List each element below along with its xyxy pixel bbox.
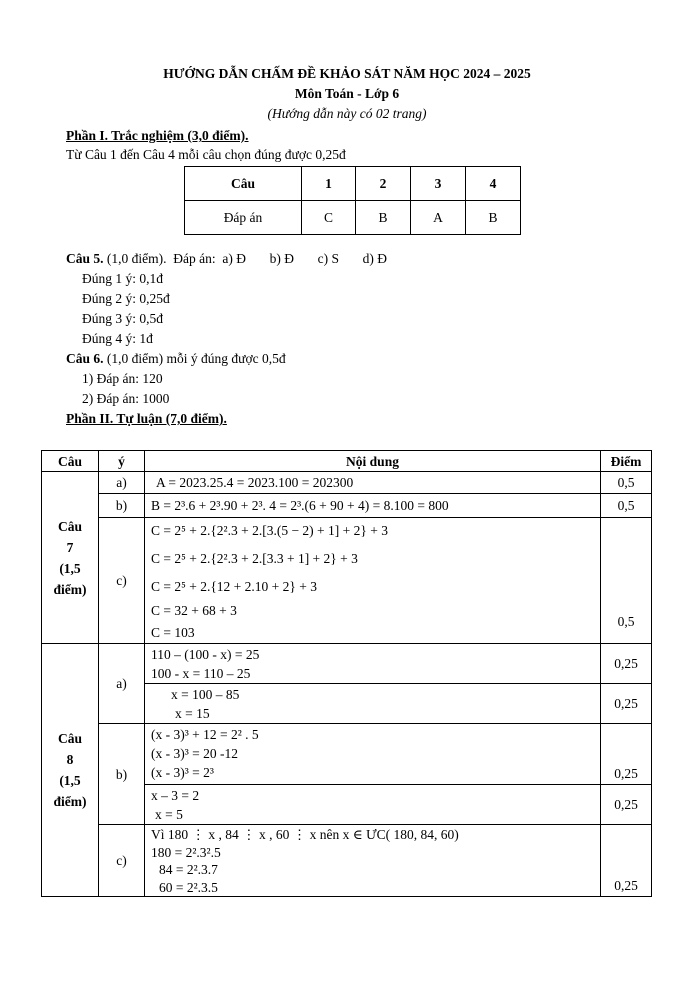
part1-heading: Phần I. Trắc nghiệm (3,0 điểm). xyxy=(66,128,249,143)
q6-answer-line: 1) Đáp án: 120 xyxy=(82,371,163,386)
col-header-score: Điểm xyxy=(601,451,652,472)
q8-label: Câu 8 (1,5 điểm) xyxy=(42,644,99,897)
q8a-score-1: 0,25 xyxy=(601,644,652,684)
answer-cell: Đáp án xyxy=(185,201,302,235)
answer-cell: B xyxy=(466,201,521,235)
q6-text: (1,0 điểm) mỗi ý đúng được 0,5đ xyxy=(103,351,286,366)
q8a-content-1: 110 – (100 - x) = 25 100 - x = 110 – 25 xyxy=(145,644,601,684)
q8a-score-2: 0,25 xyxy=(601,684,652,724)
q7b-part: b) xyxy=(99,494,145,518)
answer-header-cell: Câu xyxy=(185,167,302,201)
q7c-part: c) xyxy=(99,518,145,644)
q8c-part: c) xyxy=(99,825,145,897)
q7c-content: C = 2⁵ + 2.{2².3 + 2.[3.(5 − 2) + 1] + 2} + 3 C = 2⁵ + 2.{2².3 + 2.[3.3 + 1] + 2} + 3 C = 2⁵ + 2.{12 + 2.10 + 2} + 3 C = 32 + 68 + 3 C = 103 xyxy=(145,518,601,644)
answer-header-cell: 1 xyxy=(302,167,356,201)
answer-header-cell: 3 xyxy=(411,167,466,201)
table-row xyxy=(42,724,652,785)
q5-label: Câu 5. xyxy=(66,251,104,266)
table-row xyxy=(42,494,652,518)
answer-cell: B xyxy=(356,201,411,235)
q5-score-line: Đúng 4 ý: 1đ xyxy=(82,331,153,346)
q8c-content: Vì 180 ⋮ x , 84 ⋮ x , 60 ⋮ x nên x ∈ ƯC( 180, 84, 60) 180 = 2².3².5 84 = 2².3.7 60 = 2².3.5 xyxy=(145,825,601,897)
doc-subject: Môn Toán - Lớp 6 xyxy=(294,86,400,101)
q6-label: Câu 6. xyxy=(66,351,104,366)
part2-heading: Phần II. Tự luận (7,0 điểm). xyxy=(66,411,227,426)
col-header-question: Câu xyxy=(42,451,99,472)
q8b-score-2: 0,25 xyxy=(601,785,652,825)
q7a-part: a) xyxy=(99,472,145,494)
q7c-score: 0,5 xyxy=(601,518,652,644)
table-row xyxy=(42,472,652,494)
table-row xyxy=(42,825,652,897)
answer-table xyxy=(184,166,521,235)
doc-note: (Hướng dẫn này có 02 trang) xyxy=(267,106,427,121)
essay-table-header xyxy=(42,451,652,472)
answer-header-cell: 2 xyxy=(356,167,411,201)
q5-text: (1,0 điểm). Đáp án: a) Đ b) Đ c) S d) Đ xyxy=(103,251,387,266)
q7b-score: 0,5 xyxy=(601,494,652,518)
q5-line xyxy=(66,251,387,267)
answer-header-cell: 4 xyxy=(466,167,521,201)
q6-line xyxy=(66,351,286,367)
q5-score-line: Đúng 1 ý: 0,1đ xyxy=(82,271,163,286)
answer-cell: A xyxy=(411,201,466,235)
q8a-part: a) xyxy=(99,644,145,724)
q7a-score: 0,5 xyxy=(601,472,652,494)
answer-cell: C xyxy=(302,201,356,235)
q8a-content-2: x = 100 – 85 x = 15 xyxy=(145,684,601,724)
q7a-content: A = 2023.25.4 = 2023.100 = 202300 xyxy=(145,472,601,494)
q5-score-line: Đúng 2 ý: 0,25đ xyxy=(82,291,170,306)
q8b-score-1: 0,25 xyxy=(601,724,652,785)
table-row xyxy=(42,518,652,644)
table-row xyxy=(42,644,652,684)
q8c-score: 0,25 xyxy=(601,825,652,897)
q7-label: Câu 7 (1,5 điểm) xyxy=(42,472,99,644)
col-header-part: ý xyxy=(99,451,145,472)
q8b-part: b) xyxy=(99,724,145,825)
col-header-content: Nội dung xyxy=(145,451,601,472)
q8b-content-1: (x - 3)³ + 12 = 2² . 5 (x - 3)³ = 20 -12 (x - 3)³ = 2³ xyxy=(145,724,601,785)
q5-score-line: Đúng 3 ý: 0,5đ xyxy=(82,311,163,326)
q7b-content: B = 2³.6 + 2³.90 + 2³. 4 = 2³.(6 + 90 + 4) = 8.100 = 800 xyxy=(145,494,601,518)
part1-intro: Từ Câu 1 đến Câu 4 mỗi câu chọn đúng được 0,25đ xyxy=(66,147,346,162)
q6-answer-line: 2) Đáp án: 1000 xyxy=(82,391,170,406)
answer-table-row xyxy=(185,201,521,235)
answer-table-header xyxy=(185,167,521,201)
doc-title: HƯỚNG DẪN CHẤM ĐỀ KHẢO SÁT NĂM HỌC 2024 – 2025 xyxy=(163,66,531,81)
essay-table xyxy=(41,450,652,897)
q8b-content-2: x – 3 = 2 x = 5 xyxy=(145,785,601,825)
